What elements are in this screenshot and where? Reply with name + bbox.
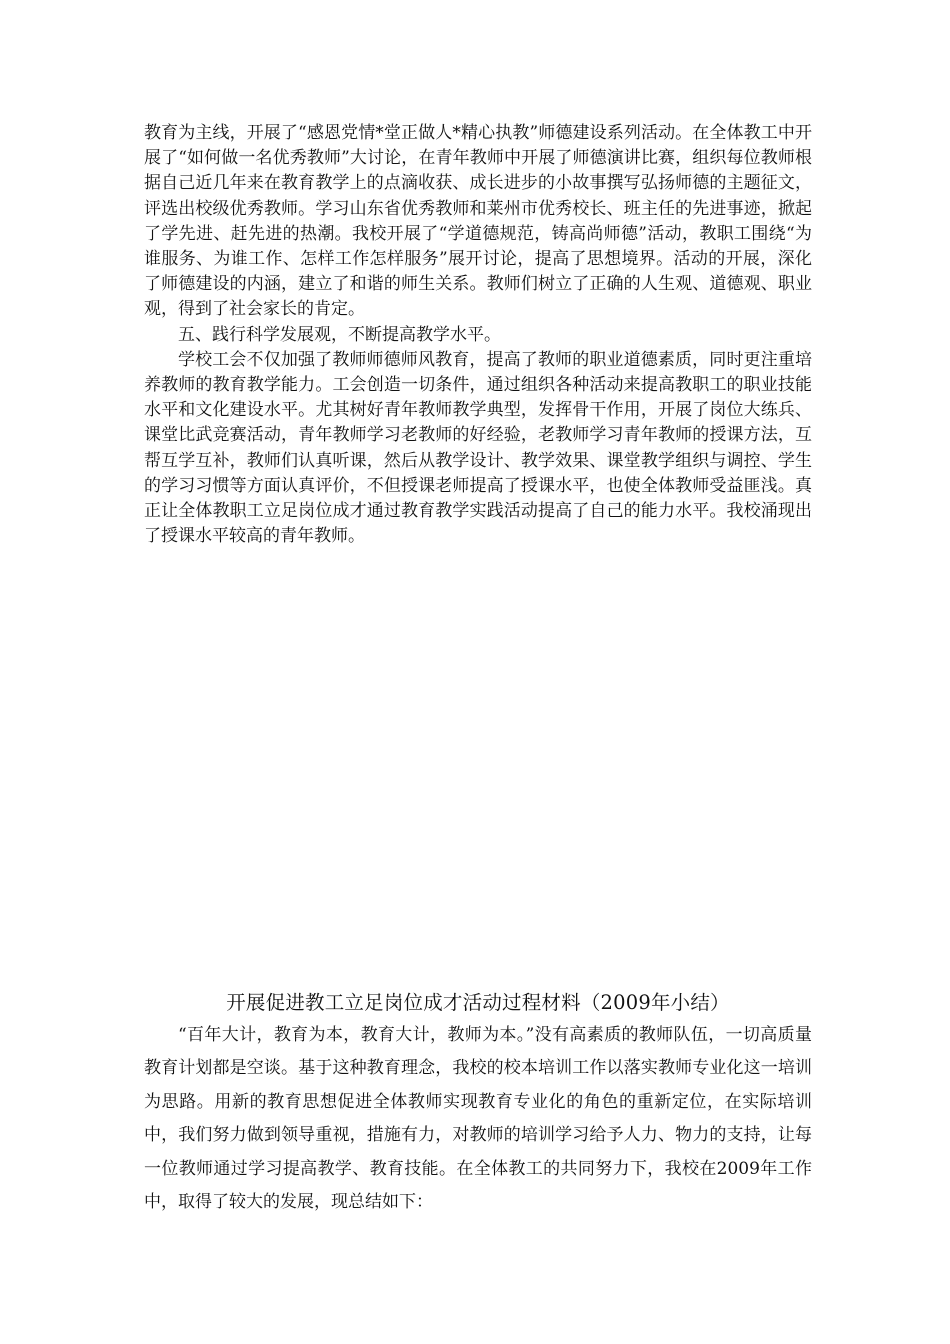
section-heading-five: 五、践行科学发展观，不断提高教学水平。 [178, 324, 501, 345]
paragraph-teaching-ability: 学校工会不仅加强了教师师德师风教育，提高了教师的职业道德素质，同时更注重培养教师的教育教学能力。工会创造一切条件，通过组织各种活动来提高教职工的职业技能水平和文化建设水平。尤其树好青年教师教学典型，发挥骨干作用，开展了岗位大练兵、课堂比武竞赛活动，青年教师学习老教师的好经验，老教师学习青年教师的授课方法，互帮互学互补，教师们认真听课，然后从教学设计、教学效果、课堂教学组织与调控、学生的学习习惯等方面认真评价，不但授课老师提高了授课水平，也使全体教师受益匪浅。真正让全体教职工立足岗位成才通过教育教学实践活动提高了自己的能力水平。我校涌现出了授课水平较高的青年教师。 [144, 349, 812, 547]
summary-section [144, 1019, 812, 1219]
paragraph-teacher-ethics: 教育为主线，开展了“感恩党情*堂正做人*精心执教”师德建设系列活动。在全体教工中开展了“如何做一名优秀教师”大讨论，在青年教师中开展了师德演讲比赛，组织每位教师根据自己近几年来在教育教学上的点滴收获、成长进步的小故事撰写弘扬师德的主题征文，评选出校级优秀教师。学习山东省优秀教师和莱州市优秀校长、班主任的先进事迹，掀起了学先进、赶先进的热潮。我校开展了“学道德规范，铸高尚师德”活动，教职工围绕“为谁服务、为谁工作、怎样工作怎样服务”展开讨论，提高了思想境界。活动的开展，深化了师德建设的内涵，建立了和谐的师生关系。教师们树立了正确的人生观、道德观、职业观，得到了社会家长的肯定。 [144, 123, 812, 320]
continued-section [144, 121, 812, 549]
paragraph-summary-intro: “百年大计，教育为本，教育大计，教师为本。”没有高素质的教师队伍，一切高质量教育计划都是空谈。基于这种教育理念，我校的校本培训工作以落实教师专业化这一培训为思路。用新的教育思想促进全体教师实现教育专业化的角色的重新定位，在实际培训中，我们努力做到领导重视，措施有力，对教师的培训学习给予人力、物力的支持，让每一位教师通过学习提高教学、教育技能。在全体教工的共同努力下，我校在2009年工作中，取得了较大的发展，现总结如下： [144, 1025, 812, 1213]
document-title: 开展促进教工立足岗位成才活动过程材料（2009年小结） [226, 991, 730, 1014]
